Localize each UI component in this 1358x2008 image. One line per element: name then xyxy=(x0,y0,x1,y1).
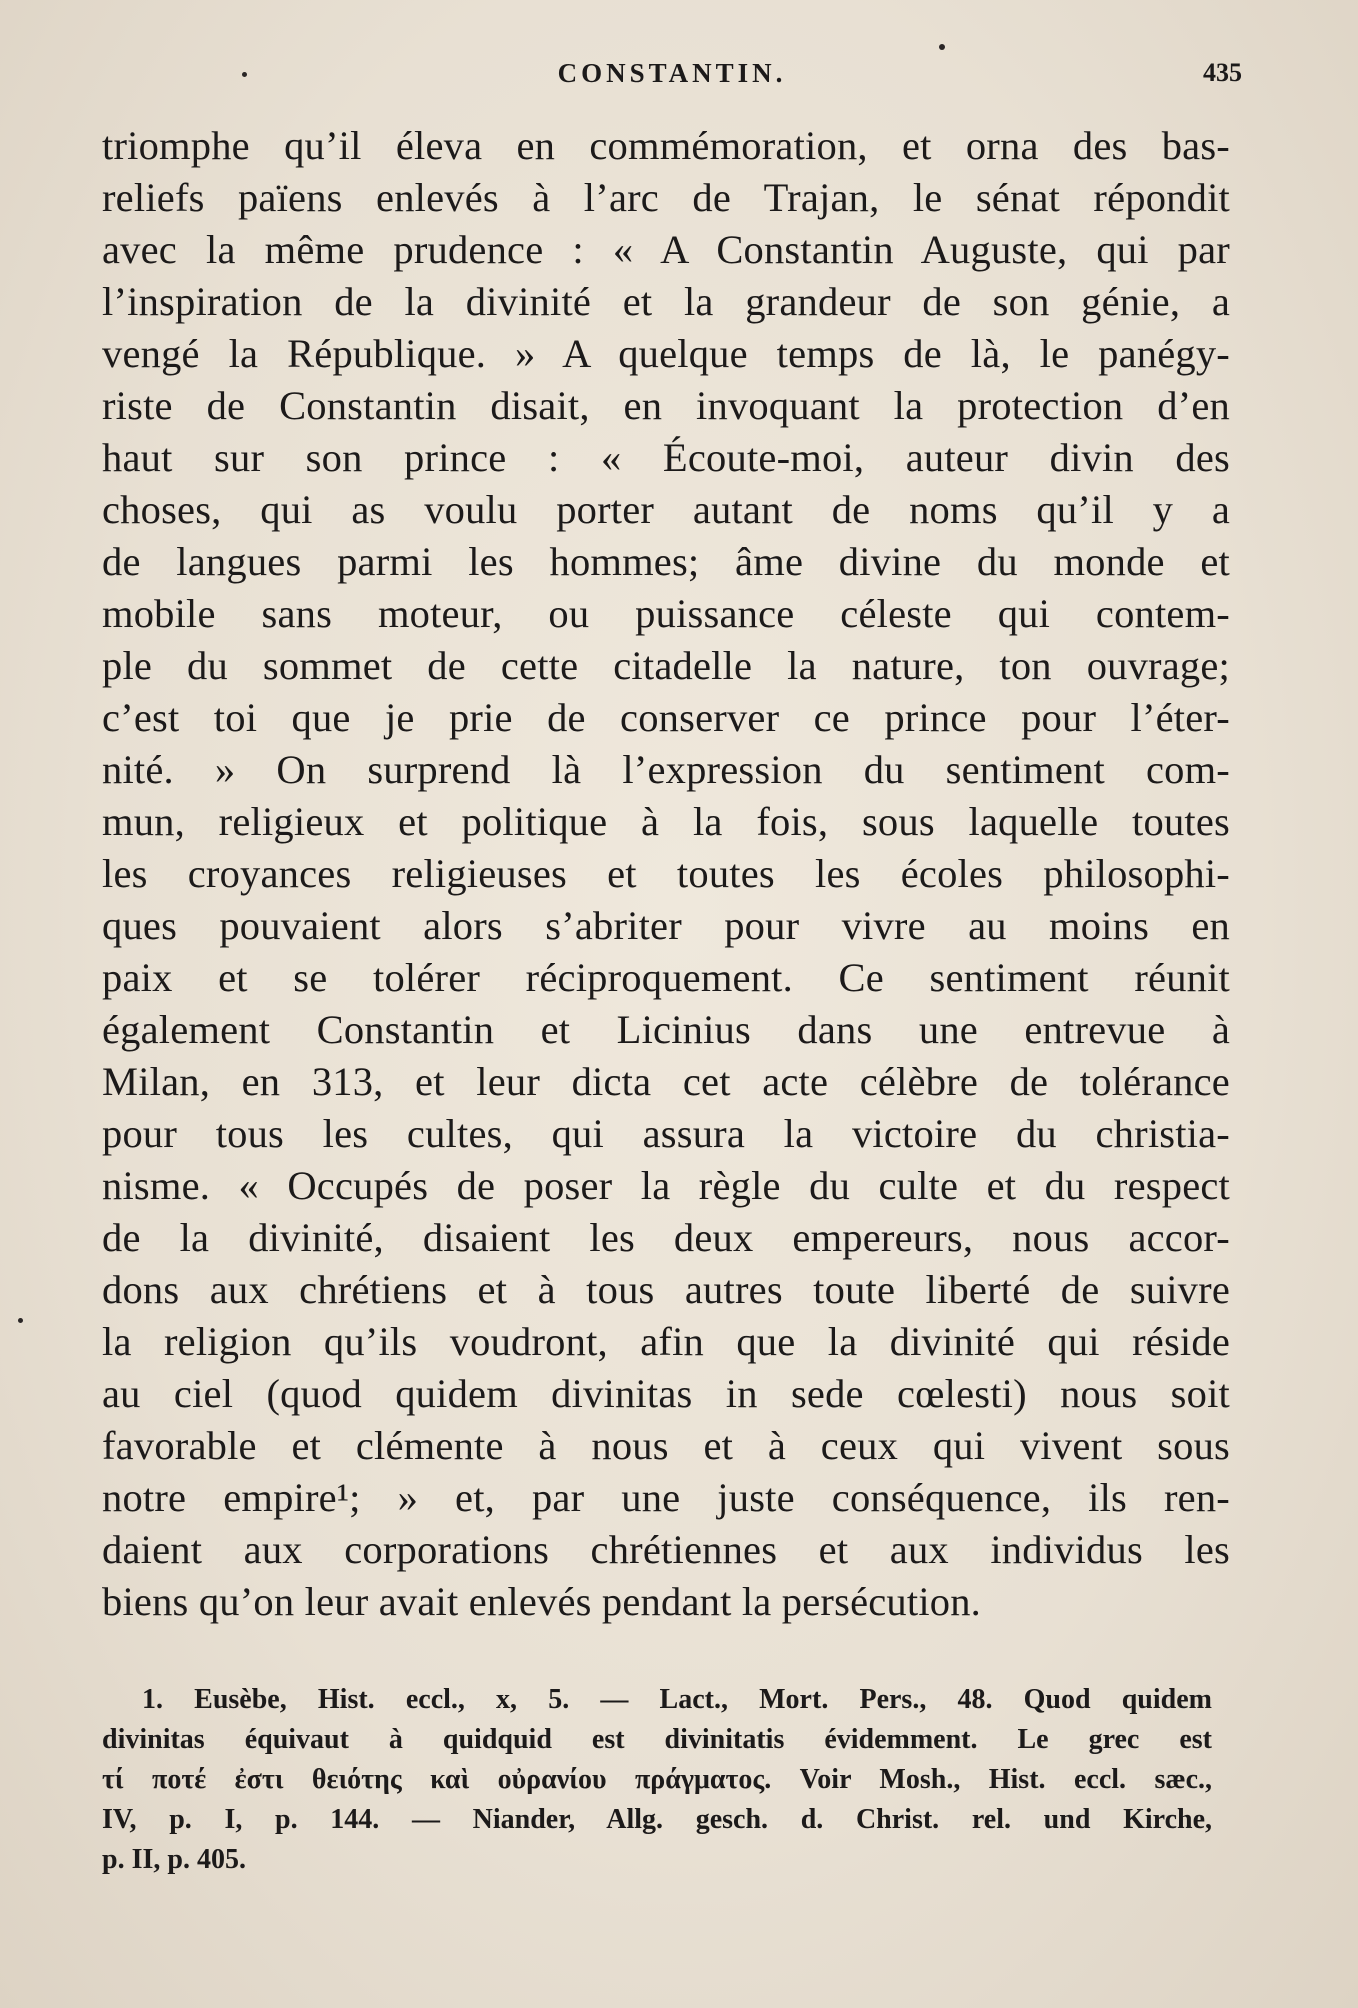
text-line: au ciel (quod quidem divinitas in sede cœlesti) nous soit xyxy=(102,1371,1230,1416)
footnote-line: p. II, p. 405. xyxy=(102,1844,246,1875)
text-line: ple du sommet de cette citadelle la nature, ton ouvrage; xyxy=(102,643,1230,688)
text-line: daient aux corporations chrétiennes et aux individus les xyxy=(102,1527,1230,1572)
page-header xyxy=(102,58,1242,102)
footnotes xyxy=(102,1680,1212,1880)
text-line: haut sur son prince : « Écoute-moi, auteur divin des xyxy=(102,435,1230,480)
text-line: mobile sans moteur, ou puissance céleste qui contem- xyxy=(102,591,1230,636)
page-number: 435 xyxy=(1203,58,1242,87)
text-line: la religion qu’ils voudront, afin que la divinité qui réside xyxy=(102,1319,1230,1364)
text-line: favorable et clémente à nous et à ceux qui vivent sous xyxy=(102,1423,1230,1468)
text-line: biens qu’on leur avait enlevés pendant la persécution. xyxy=(102,1579,981,1624)
text-line: de la divinité, disaient les deux empereurs, nous accor- xyxy=(102,1215,1230,1260)
text-line: reliefs païens enlevés à l’arc de Trajan, le sénat répondit xyxy=(102,175,1230,220)
ink-speck xyxy=(242,72,247,77)
text-line: pour tous les cultes, qui assura la victoire du christia- xyxy=(102,1111,1230,1156)
footnote-line: divinitas équivaut à quidquid est divinitatis évidemment. Le grec est xyxy=(102,1724,1212,1755)
text-line: mun, religieux et politique à la fois, sous laquelle toutes xyxy=(102,799,1230,844)
text-line: nisme. « Occupés de poser la règle du culte et du respect xyxy=(102,1163,1230,1208)
ink-speck xyxy=(939,44,945,50)
footnote-line: 1. Eusèbe, Hist. eccl., x, 5. — Lact., Mort. Pers., 48. Quod quidem xyxy=(142,1684,1212,1715)
text-line: également Constantin et Licinius dans une entrevue à xyxy=(102,1007,1230,1052)
footnote-line: IV, p. I, p. 144. — Niander, Allg. gesch. d. Christ. rel. und Kirche, xyxy=(102,1804,1212,1835)
text-line: choses, qui as voulu porter autant de noms qu’il y a xyxy=(102,487,1230,532)
text-line: de langues parmi les hommes; âme divine du monde et xyxy=(102,539,1230,584)
text-line: c’est toi que je prie de conserver ce prince pour l’éter- xyxy=(102,695,1230,740)
text-line: dons aux chrétiens et à tous autres toute liberté de suivre xyxy=(102,1267,1230,1312)
text-line: les croyances religieuses et toutes les écoles philosophi- xyxy=(102,851,1230,896)
text-line: ques pouvaient alors s’abriter pour vivre au moins en xyxy=(102,903,1230,948)
text-line: l’inspiration de la divinité et la grandeur de son génie, a xyxy=(102,279,1230,324)
text-line: notre empire¹; » et, par une juste conséquence, ils ren- xyxy=(102,1475,1230,1520)
body-text xyxy=(102,120,1230,1628)
text-line: triomphe qu’il éleva en commémoration, et orna des bas- xyxy=(102,123,1230,168)
text-line: Milan, en 313, et leur dicta cet acte célèbre de tolérance xyxy=(102,1059,1230,1104)
text-line: riste de Constantin disait, en invoquant la protection d’en xyxy=(102,383,1230,428)
ink-speck xyxy=(18,1318,23,1323)
text-line: avec la même prudence : « A Constantin Auguste, qui par xyxy=(102,227,1230,272)
text-line: paix et se tolérer réciproquement. Ce sentiment réunit xyxy=(102,955,1230,1000)
text-line: nité. » On surprend là l’expression du sentiment com- xyxy=(102,747,1230,792)
running-title: CONSTANTIN. xyxy=(557,58,787,88)
footnote-line: τί ποτέ ἐστι θειότης καὶ οὐρανίου πράγματος. Voir Mosh., Hist. eccl. sæc., xyxy=(102,1764,1212,1795)
text-line: vengé la République. » A quelque temps de là, le panégy- xyxy=(102,331,1230,376)
